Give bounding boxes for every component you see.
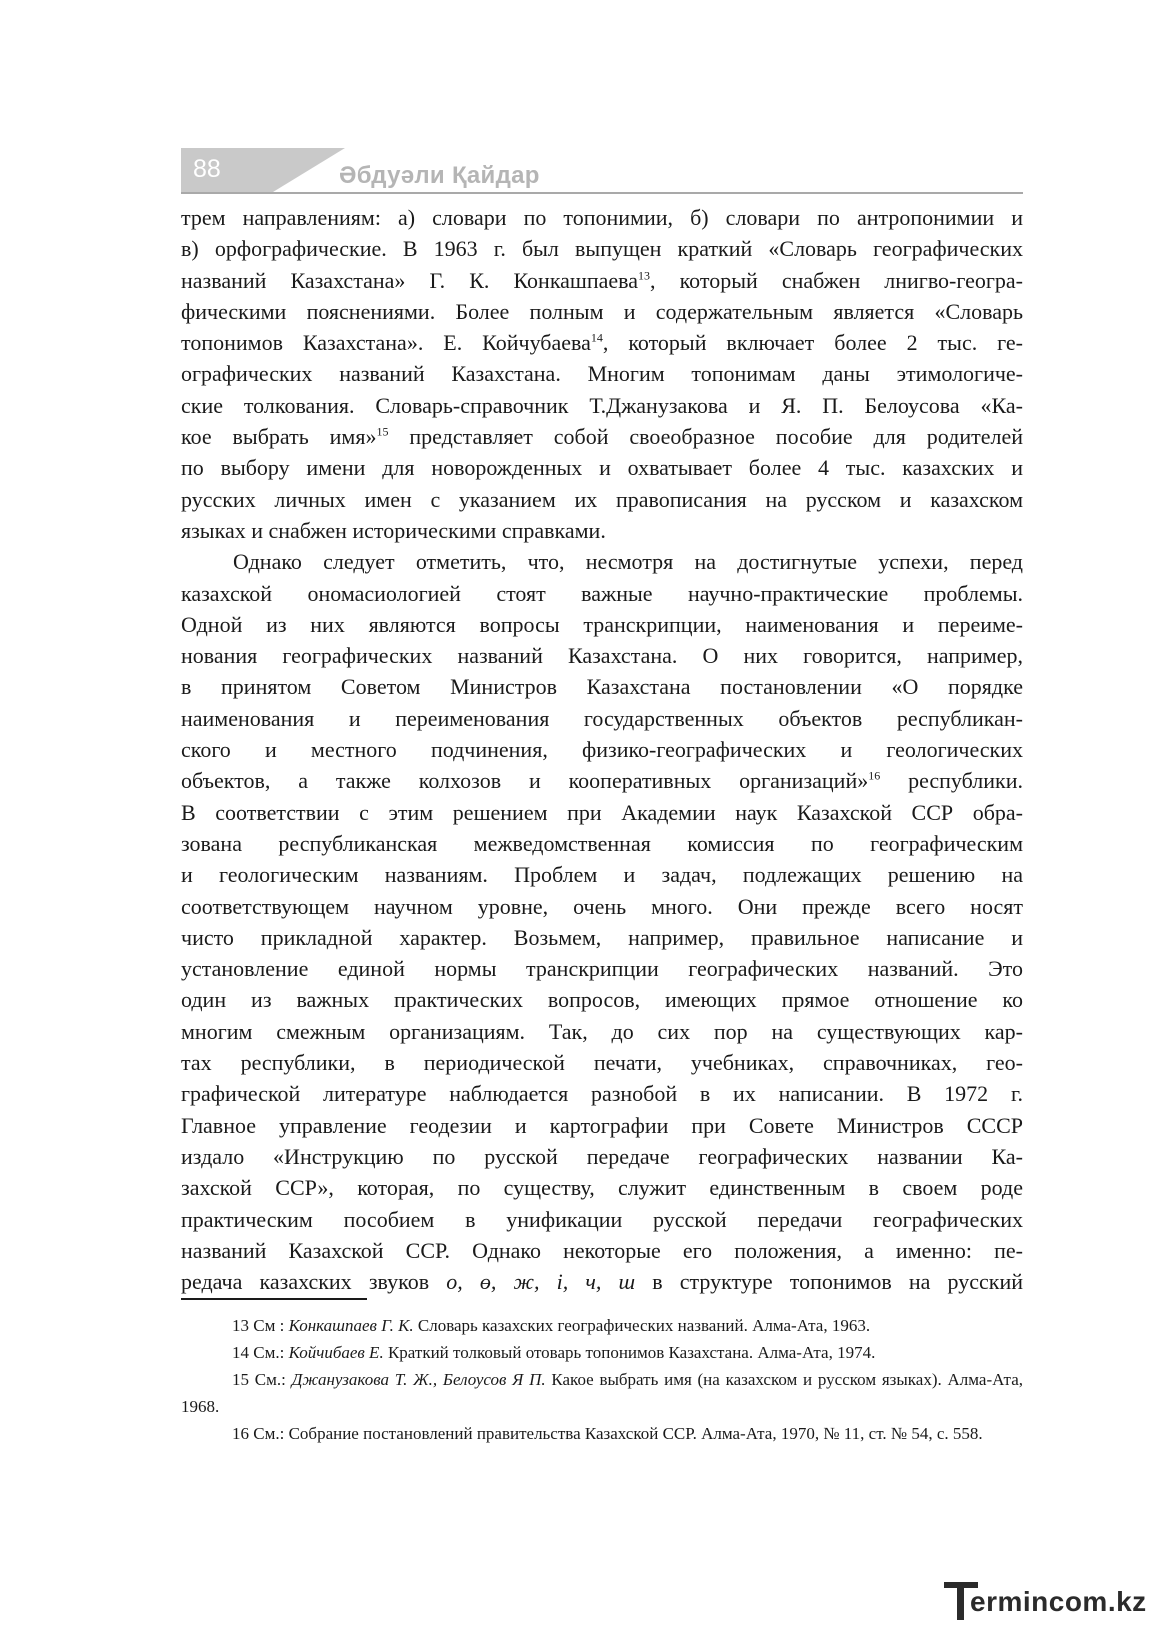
- text-line: соответствующем научном уровне, очень много. Они прежде всего носят: [181, 893, 1023, 919]
- text-line: трем направлениям: а) словари по топонимии, б) словари по антропонимии и: [181, 205, 1023, 230]
- termincom-logo[interactable]: [944, 1580, 1150, 1624]
- text-line: ские толкования. Словарь-справочник Т.Джанузакова и Я. П. Белоусова «Ка-: [181, 392, 1023, 418]
- paragraph-2: [181, 546, 1023, 1297]
- text-line: один из важных практических вопросов, имеющих прямое отношение ко: [181, 987, 1023, 1013]
- running-header: [181, 148, 1023, 196]
- line-segment: редача казахских звуков: [181, 1269, 447, 1295]
- header-wedge-decoration: [273, 148, 345, 192]
- footnote-13: [181, 1312, 1023, 1339]
- text-line: русских личных имен с указанием их правописания на русском и казахском: [181, 486, 1023, 512]
- italic-letters: о, ө, ж, і, ч, ш: [446, 1269, 636, 1295]
- footnote-14: [181, 1339, 1023, 1366]
- footnote-prefix: 16 См.:: [232, 1424, 289, 1443]
- line-segment: , который включает более 2 тыс. ге-: [602, 330, 1023, 356]
- footnote-prefix: 15 См.:: [232, 1370, 292, 1389]
- line-segment: , который снабжен лнигво-геогра-: [650, 267, 1023, 293]
- text-line: и геологическим названиям. Проблем и задач, подлежащих решению на: [181, 862, 1023, 888]
- footnote-ref: 15: [376, 424, 389, 439]
- text-line: тах республики, в периодической печати, учебниках, справочниках, гео-: [181, 1050, 1023, 1076]
- text-line: издало «Инструкцию по русской передаче географических названии Ка-: [181, 1143, 1023, 1169]
- text-line: языках и снабжен историческими справками.: [181, 517, 606, 543]
- text-line: Однако следует отметить, что, несмотря на достигнутые успехи, перед: [233, 549, 1023, 575]
- text-line: зована республиканская межведомственная комиссия по географическим: [181, 830, 1023, 856]
- text-line: [181, 421, 1023, 452]
- text-line: ского и местного подчинения, физико-географических и геологических: [181, 737, 1023, 763]
- text-line: захской ССР», которая, по существу, служит единственным в своем роде: [181, 1175, 1023, 1201]
- footnote-16: [181, 1420, 1023, 1447]
- footnote-text: Словарь казахских географических названий. Алма-Ата, 1963.: [413, 1316, 871, 1335]
- text-line: Главное управление геодезии и картографии при Совете Министров СССР: [181, 1112, 1023, 1138]
- page-number: 88: [193, 155, 221, 183]
- logo-text: ermincom.kz: [970, 1586, 1147, 1617]
- text-line: [181, 327, 1023, 358]
- line-segment: в структуре топонимов на русский: [635, 1269, 1023, 1295]
- text-line: [181, 765, 1023, 796]
- text-line: названий Казахской ССР. Однако некоторые его положения, а именно: пе-: [181, 1237, 1023, 1263]
- line-segment: республики.: [880, 768, 1023, 794]
- footnote-author: Джанузакова Т. Ж., Белоусов Я П.: [291, 1370, 546, 1389]
- main-text: [181, 202, 1023, 1297]
- footnote-ref: 13: [638, 268, 651, 283]
- footnote-text: Собрание постановлений правительства Казахской ССР. Алма-Ата, 1970, № 11, ст. № 54, с. 558.: [288, 1424, 983, 1443]
- running-header-author: Әбдуәли Қайдар: [339, 162, 540, 189]
- text-line: в принятом Советом Министров Казахстана постановлении «О порядке: [181, 674, 1023, 700]
- footnote-separator: [181, 1298, 367, 1300]
- header-rule: [181, 192, 1023, 194]
- footnote-15: [181, 1366, 1023, 1420]
- text-line: [181, 1266, 1023, 1297]
- text-line: казахской ономасиологией стоят важные научно-практические проблемы.: [181, 580, 1023, 606]
- footnote-text: Какое выбрать имя (на казахском и русском языках). Алма-Ата, 1968.: [181, 1370, 1023, 1416]
- text-line: установление единой нормы транскрипции географических названий. Это: [181, 956, 1023, 982]
- paragraph-1: [181, 202, 1023, 546]
- text-line: практическим пособием в унификации русской передачи географических: [181, 1206, 1023, 1232]
- text-line: графической литературе наблюдается разнобой в их написании. В 1972 г.: [181, 1081, 1023, 1107]
- line-segment: названий Казахстана» Г. К. Конкашпаева: [181, 267, 639, 293]
- footnote-prefix: 14 См.:: [232, 1343, 289, 1362]
- text-line: [181, 265, 1023, 296]
- footnote-text: Краткий толковый отоварь топонимов Казахстана. Алма-Ата, 1974.: [383, 1343, 876, 1362]
- text-line: ографических названий Казахстана. Многим топонимам даны этимологиче-: [181, 361, 1023, 387]
- text-line: нования географических названий Казахстана. О них говорится, например,: [181, 643, 1023, 669]
- text-line: многим смежным организациям. Так, до сих пор на существующих кар-: [181, 1018, 1023, 1044]
- text-line: по выбору имени для новорожденных и охватывает более 4 тыс. казахских и: [181, 455, 1023, 481]
- line-segment: топонимов Казахстана». Е. Койчубаева: [181, 330, 591, 356]
- footnote-author: Конкашпаев Г. К.: [288, 1316, 414, 1335]
- line-segment: кое выбрать имя»: [181, 424, 377, 450]
- footnotes: [181, 1312, 1023, 1447]
- line-segment: объектов, а также колхозов и кооперативных организаций»: [181, 768, 869, 794]
- footnote-author: Койчибаев Е.: [288, 1343, 384, 1362]
- text-line: в) орфографические. В 1963 г. был выпущен краткий «Словарь географических: [181, 236, 1023, 262]
- text-line: наименования и переименования государственных объектов республикан-: [181, 705, 1023, 731]
- footnote-ref: 16: [868, 769, 881, 784]
- line-segment: представляет собой своеобразное пособие для родителей: [388, 424, 1023, 450]
- text-line: В соответствии с этим решением при Академии наук Казахской ССР обра-: [181, 799, 1023, 825]
- text-line: Одной из них являются вопросы транскрипции, наименования и переиме-: [181, 611, 1023, 637]
- text-line: чисто прикладной характер. Возьмем, например, правильное написание и: [181, 924, 1023, 950]
- footnote-ref: 14: [590, 330, 603, 345]
- footnote-prefix: 13 См :: [232, 1316, 289, 1335]
- text-line: фическими пояснениями. Более полным и содержательным является «Словарь: [181, 298, 1023, 324]
